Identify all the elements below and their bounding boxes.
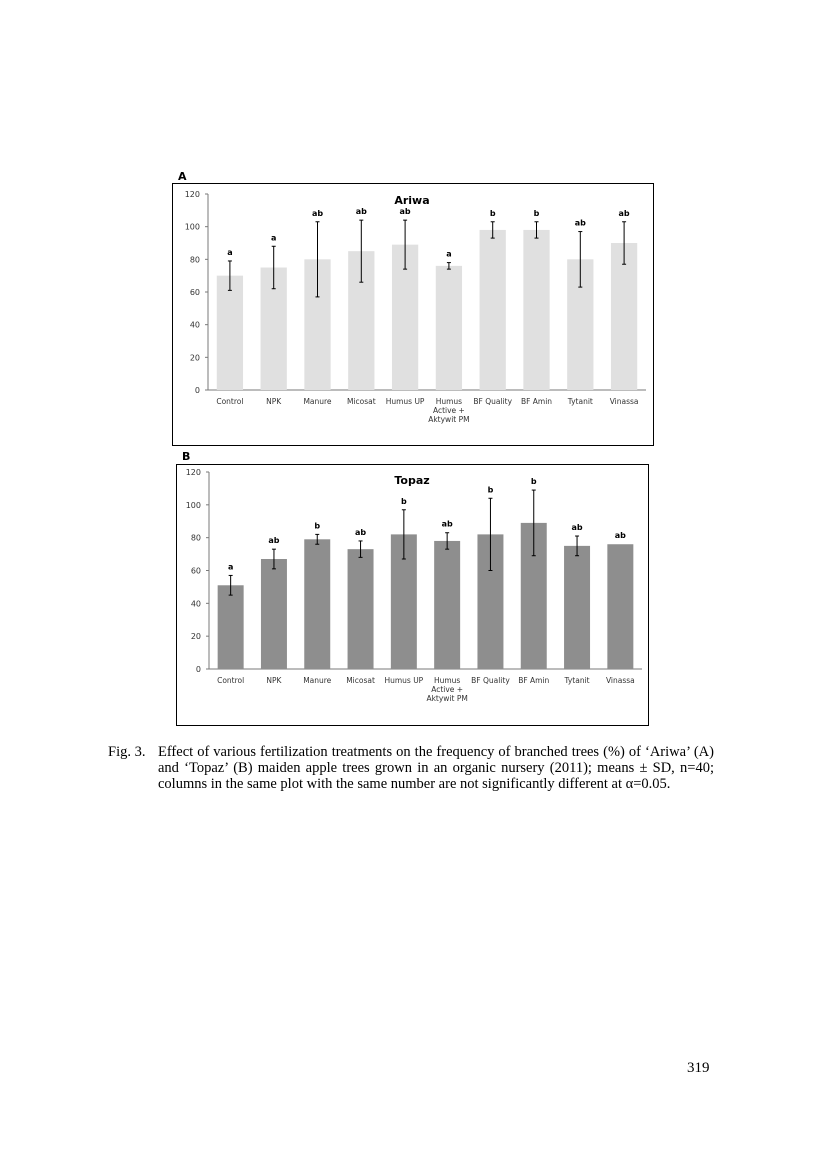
category-label: [518, 676, 549, 685]
y-tick-label: 100: [185, 500, 201, 510]
category-label: [471, 676, 510, 685]
category-label: [346, 676, 375, 685]
panel-letter-a: A: [178, 170, 187, 183]
category-label-line: Manure: [303, 397, 332, 406]
category-label: [610, 397, 639, 406]
bar: [564, 546, 590, 669]
category-label-line: Tytanit: [567, 397, 593, 406]
chart-panel-a: [172, 170, 656, 446]
chart-title: Topaz: [394, 474, 430, 487]
y-tick-label: 40: [190, 599, 201, 609]
category-label-line: Humus UP: [385, 397, 425, 406]
category-label: [303, 397, 331, 406]
significance-letter: ab: [399, 207, 411, 217]
chart-b: [176, 450, 650, 728]
bar: [607, 544, 633, 669]
y-tick-label: 100: [184, 222, 200, 232]
figure-caption: [108, 744, 714, 792]
y-tick-label: 0: [194, 386, 200, 395]
page-number: 319: [687, 1060, 710, 1076]
category-label: [216, 397, 243, 406]
significance-letter: b: [487, 485, 494, 495]
y-tick-label: 80: [189, 255, 200, 265]
significance-letter: ab: [574, 218, 586, 228]
category-label: [428, 397, 469, 424]
bar: [434, 541, 460, 669]
significance-letter: b: [400, 496, 407, 506]
category-label-line: Humus: [435, 397, 463, 406]
bar: [217, 276, 243, 390]
y-tick-label: 120: [184, 190, 200, 199]
category-label: [266, 397, 282, 406]
significance-letter: ab: [311, 208, 324, 218]
significance-letter: a: [227, 562, 234, 572]
category-label-line: Vinassa: [605, 676, 635, 685]
category-label-line: Micosat: [346, 676, 375, 685]
category-label-line: BF Quality: [473, 397, 513, 406]
category-label-line: Aktywit PM: [426, 694, 468, 703]
category-label-line: Control: [216, 397, 244, 406]
chart-panel-b: [176, 450, 650, 728]
category-label: [303, 676, 331, 685]
bar: [611, 243, 637, 390]
bar: [348, 549, 374, 669]
category-label: [384, 676, 423, 685]
caption-label: Fig. 3.: [108, 744, 146, 760]
category-label-line: Active +: [431, 685, 464, 694]
y-tick-label: 20: [190, 632, 201, 642]
category-label: [521, 397, 552, 406]
y-tick-label: 60: [189, 288, 200, 297]
category-label-line: Vinassa: [609, 397, 639, 406]
significance-letter: b: [533, 208, 540, 218]
significance-letter: ab: [614, 531, 626, 541]
category-label-line: NPK: [266, 397, 282, 406]
category-label: [266, 676, 282, 685]
caption-text: Effect of various fertilization treatments on the frequency of branched trees (%) of ‘Ariwa’ (A) and ‘Topaz’ (B) maiden apple trees grown in an organic nursery (2011); means ± SD, n=40; columns in the same plot with the same number are not significantly different at α=0.05.: [158, 744, 714, 792]
category-label-line: BF Quality: [471, 676, 510, 685]
bar: [261, 559, 287, 669]
y-tick-label: 20: [189, 353, 200, 363]
category-label-line: Active +: [432, 406, 465, 415]
significance-letter: ab: [571, 523, 583, 533]
category-label-line: BF Amin: [520, 397, 553, 406]
bar: [480, 230, 506, 390]
significance-letter: b: [314, 521, 321, 531]
significance-letter: ab: [268, 536, 280, 546]
significance-letter: a: [270, 233, 277, 243]
panel-letter-b: B: [182, 450, 191, 463]
significance-letter: ab: [441, 519, 453, 529]
category-label: [347, 397, 376, 406]
significance-letter: a: [227, 247, 233, 257]
category-label: [217, 676, 244, 685]
category-label: [473, 397, 512, 406]
significance-letter: ab: [618, 208, 630, 218]
category-label: [426, 676, 467, 703]
y-tick-label: 120: [185, 468, 201, 477]
y-tick-label: 0: [195, 665, 201, 674]
category-label-line: Aktywit PM: [428, 415, 470, 424]
significance-letter: ab: [355, 207, 367, 217]
significance-letter: a: [446, 249, 452, 259]
category-label-line: Tytanit: [564, 676, 590, 685]
significance-letter: ab: [354, 527, 367, 537]
chart-title: Ariwa: [394, 194, 430, 207]
category-label-line: Manure: [303, 676, 332, 685]
bar: [218, 585, 244, 669]
y-tick-label: 60: [190, 566, 201, 576]
category-label-line: Humus: [433, 676, 461, 685]
category-label-line: Humus UP: [384, 676, 424, 685]
category-label: [606, 676, 635, 685]
bar: [436, 266, 462, 390]
category-label-line: Micosat: [346, 397, 376, 406]
category-label-line: BF Amin: [518, 676, 550, 685]
bar: [304, 539, 330, 669]
chart-a: [172, 170, 656, 446]
significance-letter: b: [530, 477, 537, 487]
category-label: [567, 397, 593, 406]
category-label: [563, 676, 589, 685]
bar: [523, 230, 549, 390]
significance-letter: b: [489, 208, 496, 218]
category-label: [386, 397, 425, 406]
y-tick-label: 80: [190, 533, 201, 543]
category-label-line: NPK: [266, 676, 282, 685]
y-tick-label: 40: [189, 320, 200, 330]
category-label-line: Control: [217, 676, 245, 685]
